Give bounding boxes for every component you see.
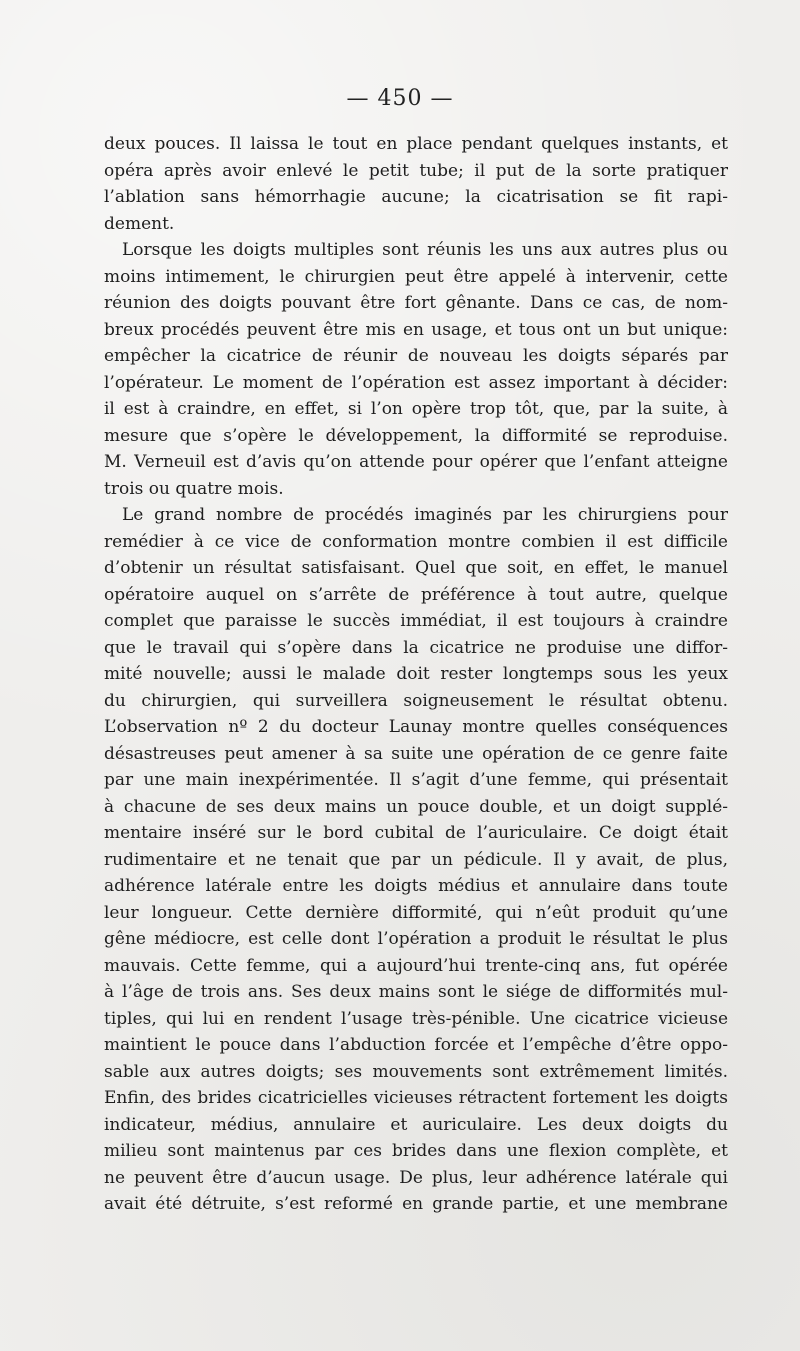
text-line: à l’âge de trois ans. Ses deux mains sont le siége de difformités mul- bbox=[104, 982, 728, 1002]
text-line: M. Verneuil est d’avis qu’on attende pour opérer que l’enfant atteigne bbox=[104, 452, 728, 472]
text-line: réunion des doigts pouvant être fort gênante. Dans ce cas, de nom- bbox=[104, 293, 728, 313]
text-line: d’obtenir un résultat satisfaisant. Quel que soit, en effet, le manuel bbox=[104, 558, 728, 578]
text-line: leur longueur. Cette dernière difformité, qui n’eût produit qu’une bbox=[104, 902, 728, 923]
text-line: sable aux autres doigts; ses mouvements sont extrêmement limités. bbox=[104, 1061, 728, 1082]
text-line: Lorsque les doigts multiples sont réunis les uns aux autres plus ou bbox=[122, 240, 728, 260]
text-line: du chirurgien, qui surveillera soigneusement le résultat obtenu. bbox=[104, 690, 728, 711]
text-line: L’observation nº 2 du docteur Launay montre quelles conséquences bbox=[104, 717, 728, 737]
text-line: indicateur, médius, annulaire et auriculaire. Les deux doigts du bbox=[104, 1114, 728, 1135]
text-line: trois ou quatre mois. bbox=[104, 478, 284, 499]
text-line: mauvais. Cette femme, qui a aujourd’hui trente-cinq ans, fut opérée bbox=[104, 955, 728, 976]
text-line: dement. bbox=[104, 213, 175, 234]
page-number: — 450 — bbox=[346, 86, 454, 111]
text-line: opéra après avoir enlevé le petit tube; il put de la sorte pratiquer bbox=[104, 160, 728, 181]
text-line: maintient le pouce dans l’abduction forcée et l’empêche d’être oppo- bbox=[104, 1035, 728, 1055]
text-line: adhérence latérale entre les doigts médius et annulaire dans toute bbox=[104, 876, 728, 896]
text-line: à chacune de ses deux mains un pouce double, et un doigt supplé- bbox=[104, 796, 728, 817]
text-line: Enfin, des brides cicatricielles vicieuses rétractent fortement les doigts bbox=[104, 1088, 728, 1108]
text-line: gêne médiocre, est celle dont l’opération a produit le résultat le plus bbox=[104, 929, 728, 949]
text-line: rudimentaire et ne tenait que par un pédicule. Il y avait, de plus, bbox=[104, 849, 728, 870]
text-line: empêcher la cicatrice de réunir de nouveau les doigts séparés par bbox=[104, 346, 728, 366]
text-line: mentaire inséré sur le bord cubital de l’auriculaire. Ce doigt était bbox=[104, 823, 728, 843]
text-line: mité nouvelle; aussi le malade doit rester longtemps sous les yeux bbox=[104, 664, 728, 684]
text-line: opératoire auquel on s’arrête de préférence à tout autre, quelque bbox=[104, 584, 728, 605]
text-line: avait été détruite, s’est reformé en grande partie, et une membrane bbox=[104, 1194, 728, 1214]
text-line: tiples, qui lui en rendent l’usage très-pénible. Une cicatrice vicieuse bbox=[104, 1008, 728, 1029]
text-line: remédier à ce vice de conformation montre combien il est difficile bbox=[104, 531, 728, 552]
text-line: que le travail qui s’opère dans la cicatrice ne produise une diffor- bbox=[104, 637, 728, 658]
text-line: deux pouces. Il laissa le tout en place pendant quelques instants, et bbox=[104, 134, 728, 154]
text-line: par une main inexpérimentée. Il s’agit d’une femme, qui présentait bbox=[104, 770, 728, 790]
text-line: complet que paraisse le succès immédiat, il est toujours à craindre bbox=[104, 611, 728, 631]
text-line: désastreuses peut amener à sa suite une opération de ce genre faite bbox=[104, 743, 728, 764]
text-line: mesure que s’opère le développement, la difformité se reproduise. bbox=[104, 425, 728, 446]
text-line: l’ablation sans hémorrhagie aucune; la cicatrisation se fit rapi- bbox=[104, 187, 728, 207]
text-line: moins intimement, le chirurgien peut être appelé à intervenir, cette bbox=[104, 266, 728, 287]
text-line: breux procédés peuvent être mis en usage, et tous ont un but unique: bbox=[104, 319, 728, 340]
text-line: l’opérateur. Le moment de l’opération est assez important à décider: bbox=[104, 372, 728, 393]
body-text bbox=[104, 131, 728, 1218]
text-line: Le grand nombre de procédés imaginés par les chirurgiens pour bbox=[122, 505, 728, 525]
text-line: ne peuvent être d’aucun usage. De plus, leur adhérence latérale qui bbox=[104, 1167, 728, 1188]
text-line: milieu sont maintenus par ces brides dans une flexion complète, et bbox=[104, 1141, 728, 1161]
text-line: il est à craindre, en effet, si l’on opère trop tôt, que, par la suite, à bbox=[104, 399, 728, 419]
